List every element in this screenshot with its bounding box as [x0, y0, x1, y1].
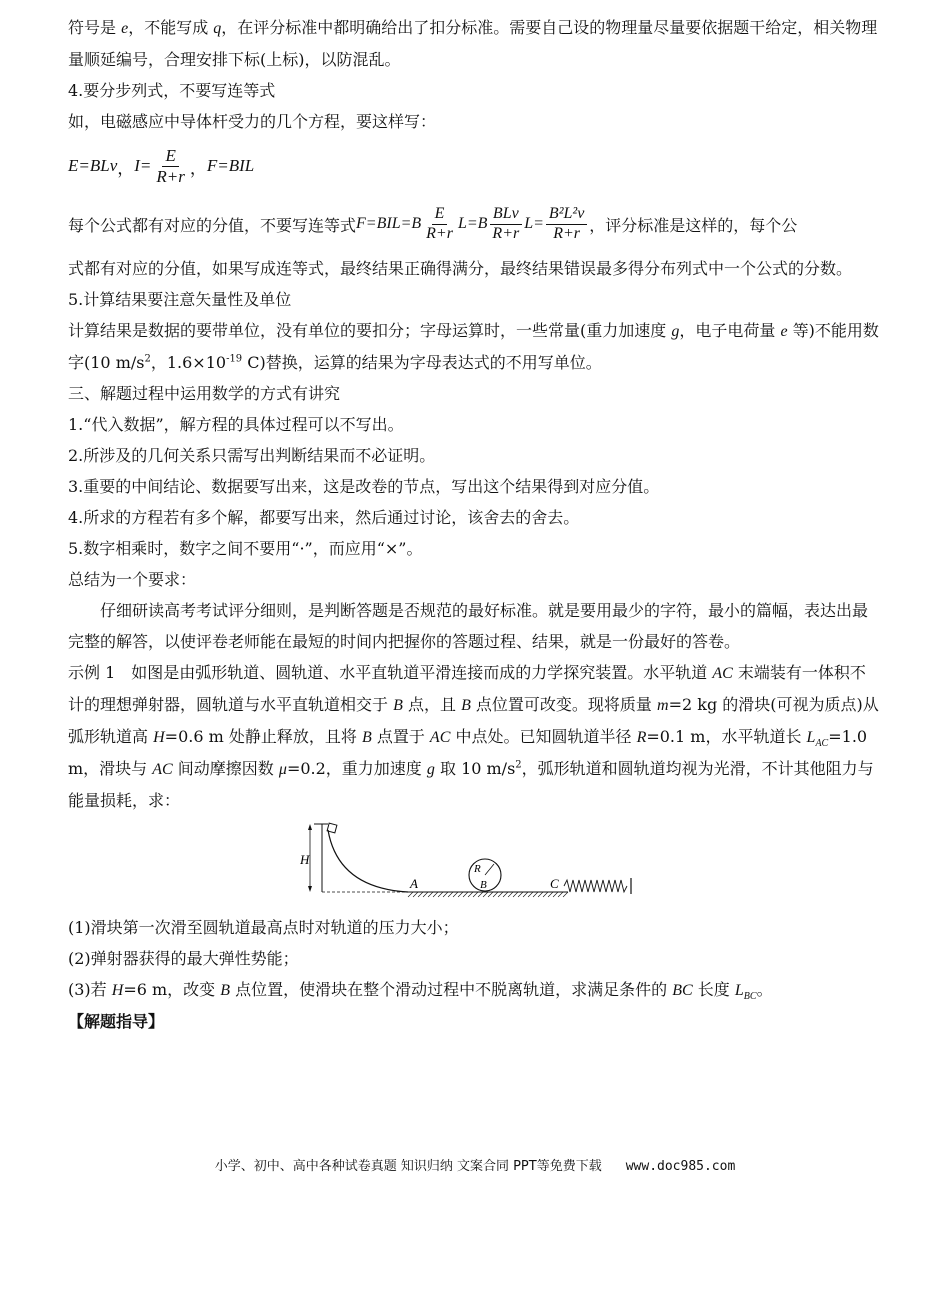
arrow-down-icon: [308, 886, 312, 892]
paragraph-symbols: 符号是 e，不能写成 q，在评分标准中都明确给出了扣分标准。需要自己设的物理量尽量要依据题干给定，相关物理量顺延编号，合理安排下标(上标)，以防混乱。: [68, 18, 878, 69]
heading-step-equations: 4.要分步列式，不要写连等式: [68, 81, 276, 100]
question-3: (3)若 H=6 m，改变 B 点位置，使滑块在整个滑动过程中不脱离轨道，求满足条件的 BC 长度 $L_{BC}$。: [68, 980, 773, 1003]
arrow-up-icon: [308, 824, 312, 830]
equation-line-2: 每个公式都有对应的分值，不要写连等式 F=BIL=B $\frac{E}{R+r}$ L=B $\frac{\text{BLv}}{R+r}$ L= $\frac{\text{B²L²v}}{R+r}$ ，评分标准是这样的，每个公: [68, 205, 798, 242]
document-body: [68, 12, 880, 1037]
summary-heading: 总结为一个要求：: [68, 570, 197, 589]
example-paragraph: 示例 1 如图是由弧形轨道、圆轨道、水平直轨道平滑连接而成的力学探究装置。水平轨道 AC 末端装有一体积不计的理想弹射器，圆轨道与水平直轨道相交于 B 点，且 B 点位置可改变。现将质量 m=2 kg 的滑块(可视为质点)从弧形轨道高 H=0.6 m 处静止释放，且将 B 点置于 AC 中点处。已知圆轨道半径 R=0.1 m，水平轨道长 $L_{AC}=1.0$ m，滑块与 AC 间动摩擦因数 μ=0.2，重力加速度 g 取 10 $m/s^2$，弧形轨道和圆轨道均视为光滑，不计其他阻力与能量损耗，求：: [68, 663, 879, 810]
solution-guide-heading: 【解题指导】: [68, 1012, 165, 1031]
list-item: 2.所涉及的几何关系只需写出判断结果而不必证明。: [68, 446, 436, 465]
page-footer: [0, 1155, 950, 1174]
section-heading-math: 三、解题过程中运用数学的方式有讲究: [68, 384, 341, 403]
arc-track: [328, 830, 408, 892]
paragraph-example-intro: 如，电磁感应中导体杆受力的几个方程，要这样写：: [68, 112, 437, 131]
ground-hatching: [408, 892, 568, 897]
radius-line: [485, 864, 494, 875]
summary-paragraph: 仔细研读高考考试评分细则，是判断答题是否规范的最好标准。就是要用最少的字符，最小的篇幅，表达出最完整的解答，以使评卷老师能在最短的时间内把握你的答题过程、结果，就是一份最好的答卷。: [68, 601, 869, 651]
list-item: 1.“代入数据”，解方程的具体过程可以不写出。: [68, 415, 404, 434]
list-item: 5.数字相乘时，数字之间不要用“·”，而应用“×”。: [68, 539, 423, 558]
fraction-e-over-r: $\frac{E}{R+r}$: [156, 145, 185, 186]
footer-text: 小学、初中、高中各种试卷真题 知识归纳 文案合同 PPT等免费下载: [214, 1159, 602, 1174]
label-r: R: [474, 863, 481, 875]
heading-units: 5.计算结果要注意矢量性及单位: [68, 290, 292, 309]
paragraph-units: 计算结果是数据的要带单位，没有单位的要扣分；字母运算时，一些常量(重力加速度 g，电子电荷量 e 等)不能用数字(10 $m/s^2$，$1.6\times 10^{-19}$ C)替换，运算的结果为字母表达式的不用写单位。: [68, 321, 879, 372]
spring-icon: [564, 880, 627, 892]
fraction-1: $\frac{E}{R+r}$: [426, 205, 453, 242]
fraction-3: $\frac{\text{B²L²v}}{R+r}$: [546, 205, 587, 243]
label-h: H: [300, 852, 310, 867]
equation-line-1: E=BLv ， I= $\frac{E}{R+r}$ ， F=BIL: [68, 145, 255, 186]
track-diagram: [300, 820, 640, 906]
list-item: 3.重要的中间结论、数据要写出来，这是改卷的节点，写出这个结果得到对应分值。: [68, 477, 660, 496]
fraction-2: $\frac{\text{BLv}}{R+r}$: [489, 205, 522, 243]
label-b: B: [480, 879, 487, 891]
question-2: (2)弹射器获得的最大弹性势能；: [68, 949, 299, 968]
question-1: (1)滑块第一次滑至圆轨道最高点时对轨道的压力大小；: [68, 918, 459, 937]
list-item: 4.所求的方程若有多个解，都要写出来，然后通过讨论，该舍去的舍去。: [68, 508, 580, 527]
paragraph-scoring: 式都有对应的分值，如果写成连等式，最终结果正确得满分，最终结果错误最多得分布列式中一个公式的分数。: [68, 259, 853, 278]
track-figure: [68, 820, 880, 910]
label-a: A: [410, 876, 418, 891]
footer-site-link[interactable]: www.doc985.com: [625, 1159, 736, 1174]
label-c: C: [550, 876, 559, 891]
